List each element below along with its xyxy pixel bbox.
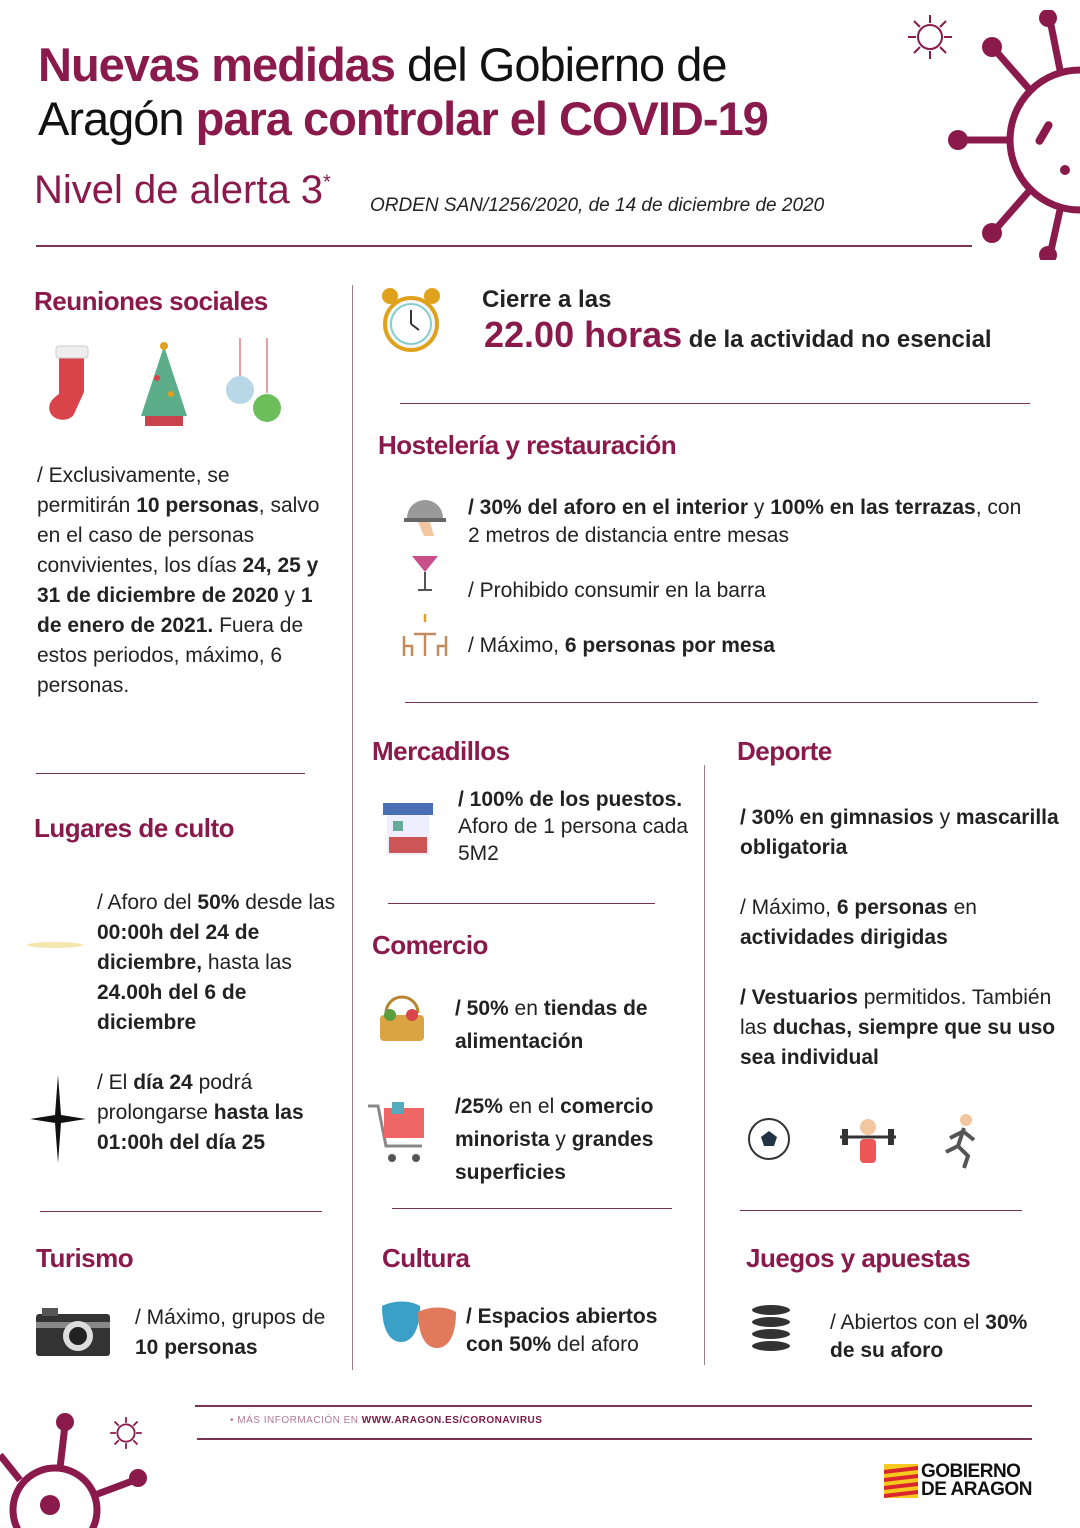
light-glow-icon — [25, 930, 85, 960]
aragon-flag-icon — [884, 1464, 918, 1498]
shopping-cart-icon — [366, 1098, 432, 1166]
bold-text: / 30% en gimnasios — [740, 806, 934, 829]
closing-rest: de la actividad no esencial — [682, 326, 992, 353]
text: / El — [97, 1071, 134, 1094]
bold-text: / 50% — [455, 997, 509, 1020]
text: permitidos. También las — [740, 986, 1052, 1039]
closing-time-line — [484, 314, 992, 356]
cultura-text — [466, 1303, 696, 1359]
section-heading-turismo: Turismo — [36, 1243, 134, 1273]
grocery-basket-icon — [376, 993, 428, 1045]
alert-level-mark: * — [323, 171, 331, 194]
food-cloche-icon — [404, 492, 446, 538]
deporte-item-1 — [740, 803, 1060, 863]
comercio-item-1 — [455, 992, 690, 1058]
logo-line-1: GOBIERNO — [921, 1461, 1021, 1482]
text: / Aforo del — [97, 891, 198, 914]
virus-icon — [940, 10, 1080, 260]
alert-level — [34, 168, 331, 213]
divider — [195, 1405, 1032, 1407]
sparkle-star-icon — [30, 1075, 86, 1163]
christmas-tree-icon — [135, 338, 193, 430]
divider — [36, 773, 305, 774]
bold-text: 10 personas — [135, 1336, 258, 1359]
table-chairs-icon — [400, 612, 450, 658]
runner-icon — [940, 1112, 980, 1170]
bold-text: 1 de enero de 2021. — [37, 584, 313, 637]
text: / Máximo, — [468, 634, 565, 657]
text: y — [278, 584, 301, 607]
hosteleria-item-3 — [468, 631, 968, 661]
ornaments-icon — [225, 338, 285, 428]
text: , salvo en el caso de personas convivientes, los días — [37, 494, 320, 577]
soccer-ball-icon — [747, 1117, 791, 1161]
culto-item-1 — [97, 888, 347, 1038]
closing-line1: Cierre a las — [482, 286, 612, 313]
divider — [197, 1438, 1032, 1440]
deporte-item-2 — [740, 893, 1060, 953]
section-heading-reuniones: Reuniones sociales — [34, 286, 268, 316]
turismo-text — [135, 1303, 335, 1363]
bold-text: día 24 — [133, 1071, 193, 1094]
divider — [392, 1208, 672, 1209]
camera-icon — [36, 1308, 110, 1356]
page-title — [38, 38, 768, 146]
text: desde las — [239, 891, 336, 914]
mercadillos-text — [458, 786, 688, 867]
hosteleria-item-2 — [468, 576, 968, 606]
text: y — [549, 1128, 572, 1151]
text: / Exclusivamente, se permitirán — [37, 464, 230, 517]
more-info: • MÁS INFORMACIÓN EN WWW.ARAGON.ES/CORONAVIRUS — [230, 1415, 543, 1426]
section-heading-culto: Lugares de culto — [34, 813, 235, 843]
market-stall-icon — [383, 803, 433, 857]
bold-text: 24, 25 y 31 de diciembre de 2020 — [37, 554, 319, 607]
text: del Gobierno de — [394, 38, 727, 91]
text: en — [947, 896, 977, 919]
text: podrá prolongarse — [97, 1071, 253, 1124]
bold-text: / Vestuarios — [740, 986, 858, 1009]
text: / Prohibido consumir en la barra — [468, 579, 766, 602]
text: y — [748, 496, 771, 519]
cocktail-icon — [410, 550, 440, 594]
bold-text: 10 personas — [136, 494, 259, 517]
text: en — [508, 997, 544, 1020]
small-virus-icon — [905, 12, 955, 62]
section-heading-deporte: Deporte — [737, 736, 832, 766]
text: , con 2 metros de distancia entre mesas — [468, 496, 1022, 547]
bold-text: tiendas de alimentación — [455, 997, 648, 1053]
comercio-item-2 — [455, 1090, 695, 1189]
bold-text: hasta las 01:00h del día 25 — [97, 1101, 304, 1154]
divider — [400, 403, 1030, 404]
logo-line-2: DE ARAGON — [921, 1479, 1032, 1500]
bold-text: mascarilla obligatoria — [740, 806, 1059, 859]
section-heading-juegos: Juegos y apuestas — [746, 1243, 971, 1273]
bold-text: 00:00h del 24 de diciembre, — [97, 921, 260, 974]
gobierno-aragon-logo — [884, 1463, 1032, 1499]
text: y — [933, 806, 956, 829]
deporte-item-3 — [740, 983, 1070, 1073]
text: Aforo de 1 persona cada 5M2 — [458, 815, 688, 865]
alert-level-text: Nivel de alerta 3 — [34, 168, 324, 212]
theater-masks-icon — [380, 1300, 458, 1352]
casino-chips-icon — [748, 1302, 794, 1358]
divider — [740, 1210, 1022, 1211]
culto-item-2 — [97, 1068, 347, 1158]
reuniones-text — [37, 461, 327, 701]
bold-text: 6 personas por mesa — [564, 634, 775, 657]
bold-text: grandes superficies — [455, 1128, 654, 1184]
column-divider — [704, 765, 705, 1365]
bold-text: comercio minorista — [455, 1095, 654, 1151]
section-heading-comercio: Comercio — [372, 930, 488, 960]
text: / Abiertos con el — [830, 1311, 986, 1334]
bold-text: / 100% de los puestos. — [458, 788, 683, 811]
bold-text: duchas, siempre que su uso sea individual — [740, 1016, 1056, 1069]
bold-text: 6 personas — [836, 896, 948, 919]
small-virus-icon — [108, 1415, 144, 1451]
text: en el — [502, 1095, 561, 1118]
bold-text: /25% — [455, 1095, 503, 1118]
legal-order: ORDEN SAN/1256/2020, de 14 de diciembre de 2020 — [370, 195, 825, 216]
section-heading-hosteleria: Hostelería y restauración — [378, 430, 677, 460]
bold-text: / Espacios abiertos con 50% — [466, 1305, 658, 1356]
section-heading-mercadillos: Mercadillos — [372, 736, 510, 766]
section-heading-cultura: Cultura — [382, 1243, 470, 1273]
bold-text: para controlar el COVID-19 — [195, 92, 768, 145]
text: / Máximo, grupos de — [135, 1306, 326, 1329]
divider — [36, 245, 972, 247]
juegos-text — [830, 1309, 1050, 1365]
bold-text: / 30% del aforo en el interior — [468, 496, 749, 519]
column-divider — [352, 285, 353, 1370]
text: del aforo — [551, 1333, 639, 1356]
text: / Máximo, — [740, 896, 837, 919]
stocking-icon — [44, 342, 100, 426]
bold-text: 24.00h del 6 de diciembre — [97, 981, 247, 1034]
alarm-clock-icon — [380, 284, 442, 358]
weightlifter-icon — [838, 1115, 898, 1167]
bold-text: actividades dirigidas — [740, 926, 948, 949]
closing-time: 22.00 horas — [484, 314, 683, 355]
more-info-prefix: MÁS INFORMACIÓN EN — [237, 1415, 362, 1426]
bold-text: 30% de su aforo — [830, 1311, 1028, 1362]
hosteleria-item-1 — [468, 494, 1038, 550]
text: Aragón — [38, 92, 196, 145]
more-info-link[interactable]: WWW.ARAGON.ES/CORONAVIRUS — [361, 1415, 543, 1426]
divider — [40, 1211, 322, 1212]
bold-text: 50% — [197, 891, 240, 914]
text: hasta las — [202, 951, 292, 974]
bold-text: Nuevas medidas — [38, 38, 395, 91]
text: Fuera de estos periodos, máximo, 6 personas. — [37, 614, 304, 697]
divider — [388, 903, 655, 904]
divider — [405, 702, 1038, 703]
bold-text: 100% en las terrazas — [770, 496, 976, 519]
